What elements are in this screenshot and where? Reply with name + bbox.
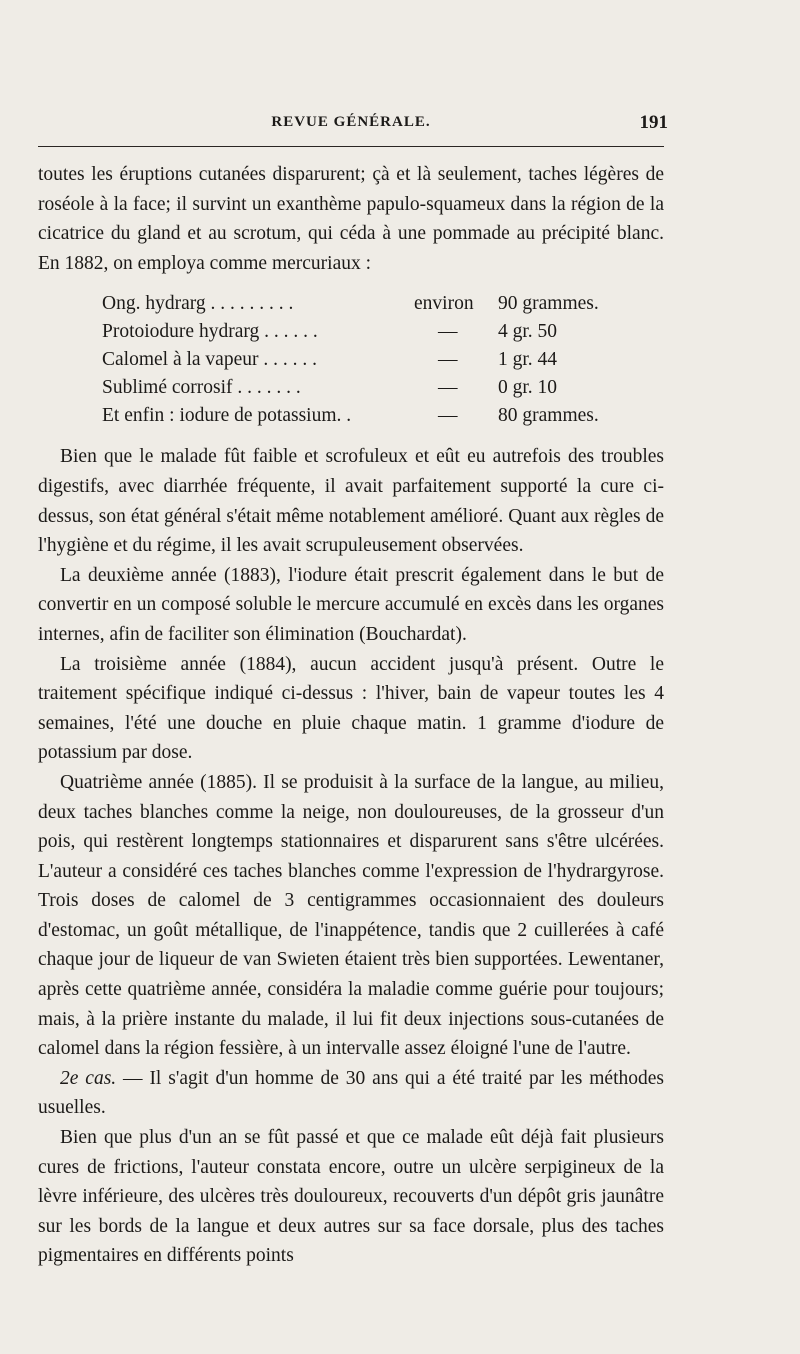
recipe-item-name: Ong. hydrarg . . . . . . . . .: [102, 293, 294, 315]
recipe-item-name: Sublimé corrosif . . . . . . .: [102, 377, 301, 399]
recipe-item-quantity: 80 grammes.: [498, 405, 599, 427]
recipe-item-marker: environ: [414, 293, 474, 315]
recipe-item-quantity: 90 grammes.: [498, 293, 599, 315]
page-number: 191: [639, 112, 668, 133]
paragraph-3: La deuxième année (1883), l'iodure était prescrit également dans le but de convertir en un composé soluble le mercure accumulé en excès dans les organes internes, afin de faciliter son élimination (Bouchardat).: [38, 564, 664, 645]
running-head: REVUE GÉNÉRALE.: [271, 114, 431, 130]
recipe-row: [102, 346, 664, 374]
recipe-item-quantity: 1 gr. 44: [498, 349, 558, 371]
recipe-row: [102, 290, 664, 318]
recipe-item-name: Calomel à la vapeur . . . . . .: [102, 349, 317, 371]
recipe-row: [102, 402, 664, 430]
recipe-row: [102, 374, 664, 402]
paragraph-6: [38, 1064, 664, 1123]
recipe-row: [102, 318, 664, 346]
recipe-item-name: Et enfin : iodure de potassium. .: [102, 405, 352, 427]
page-header: [38, 112, 668, 142]
recipe-item-marker: —: [438, 377, 458, 399]
recipe-item-marker: —: [438, 405, 458, 427]
paragraph-2: Bien que le malade fût faible et scrofuleux et eût eu autrefois des troubles digestifs, avec diarrhée fréquente, il avait parfaitement supporté la cure ci-dessus, son état général s'était même notablement amélioré. Quant aux règles de l'hygiène et du régime, il les avait scrupuleusement observées.: [38, 446, 664, 557]
paragraph-4: La troisième année (1884), aucun accident jusqu'à présent. Outre le traitement spécifique indiqué ci-dessus : l'hiver, bain de vapeur toutes les 4 semaines, l'été une douche en pluie chaque matin. 1 gramme d'iodure de potassium par dose.: [38, 653, 664, 764]
paragraph-1: toutes les éruptions cutanées disparurent; çà et là seulement, taches légères de roséole à la face; il survint un exanthème papulo-squameux dans la région de la cicatrice du gland et au scrotum, qui céda à une pommade au précipité blanc. En 1882, on employa comme mercuriaux :: [38, 164, 664, 274]
mercurial-recipe-list: [102, 290, 664, 430]
paragraph-5: Quatrième année (1885). Il se produisit à la surface de la langue, au milieu, deux taches blanches comme la neige, non douloureuses, de la grosseur d'un pois, qui restèrent longtemps stationnaires et disparurent sans s'être ulcérées. L'auteur a considéré ces taches blanches comme l'expression de l'hydrargyrose. Trois doses de calomel de 3 centigrammes occasionnaient des douleurs d'estomac, un goût métallique, de l'inappétence, tandis que 2 cuillerées à café chaque jour de liqueur de van Swieten étaient très bien supportées. Lewentaner, après cette quatrième année, considéra la maladie comme guérie pour toujours; mais, à la prière instante du malade, il lui fit deux injections sous-cutanées de calomel dans la région fessière, à un intervalle assez éloigné l'une de l'autre.: [38, 771, 664, 1060]
case-label: 2e cas.: [60, 1067, 117, 1089]
paragraph-7: Bien que plus d'un an se fût passé et que ce malade eût déjà fait plusieurs cures de frictions, l'auteur constata encore, outre un ulcère serpigineux de la lèvre inférieure, des ulcères très douloureux, recouverts d'un dépôt gris jaunâtre sur les bords de la langue et deux autres sur sa face dorsale, plus des taches pigmentaires en différents points: [38, 1127, 664, 1267]
recipe-item-quantity: 0 gr. 10: [498, 377, 558, 399]
recipe-item-quantity: 4 gr. 50: [498, 321, 558, 343]
header-rule: [38, 146, 664, 147]
recipe-item-marker: —: [438, 349, 458, 371]
recipe-item-name: Protoiodure hydrarg . . . . . .: [102, 321, 318, 343]
recipe-item-marker: —: [438, 321, 458, 343]
case-intro-text: — Il s'agit d'un homme de 30 ans qui a été traité par les méthodes usuelles.: [38, 1067, 665, 1119]
body-text: [38, 160, 664, 1271]
